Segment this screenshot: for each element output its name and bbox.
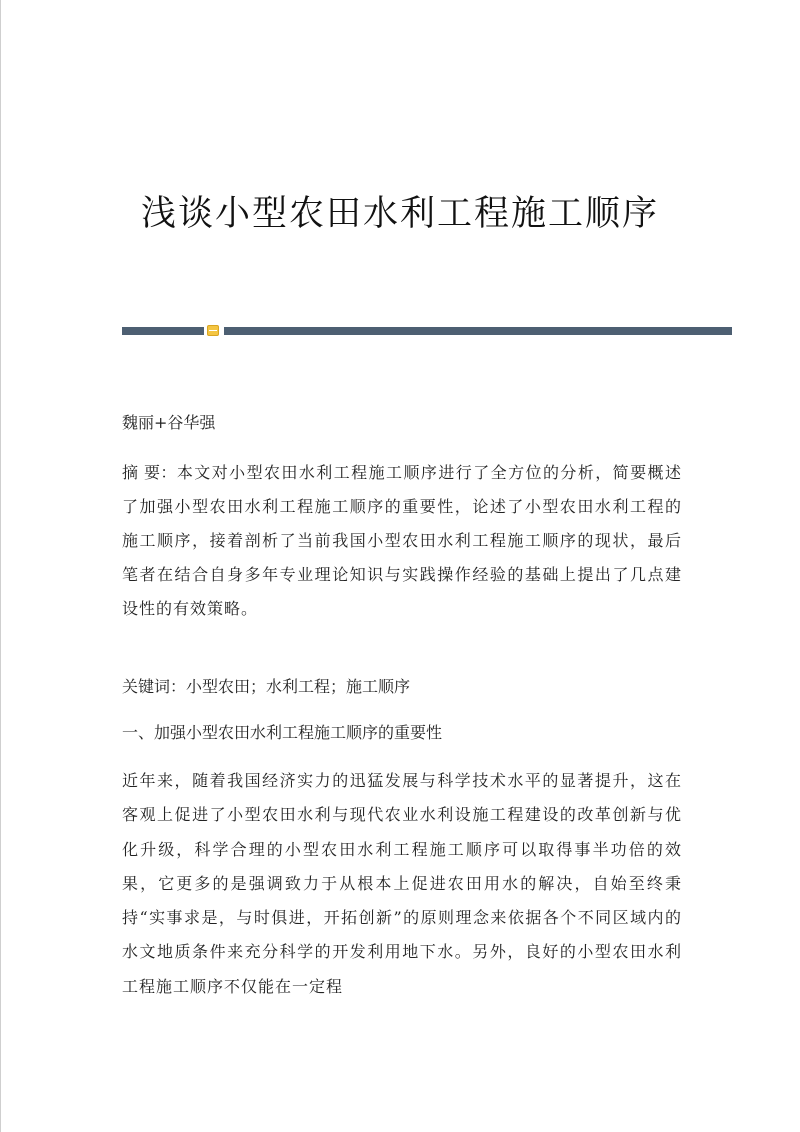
- keywords: [122, 674, 682, 697]
- keywords-text: 小型农田；水利工程；施工顺序: [186, 677, 411, 696]
- section-heading: 一、加强小型农田水利工程施工顺序的重要性: [122, 723, 443, 742]
- page-border: [0, 0, 1, 1132]
- author-line: 魏丽+谷华强: [122, 413, 216, 432]
- divider-bar-left: [122, 327, 204, 335]
- divider-bar-right: [224, 327, 732, 335]
- title-divider: [0, 324, 800, 340]
- keywords-label: 关键词：: [122, 677, 187, 696]
- abstract: [122, 456, 682, 626]
- body-paragraph: [122, 764, 682, 1004]
- body-paragraph-text: 近年来，随着我国经济实力的迅猛发展与科学技术水平的显著提升，这在客观上促进了小型农田水利与现代农业水利设施工程建设的改革创新与优化升级，科学合理的小型农田水利工程施工顺序可以取得事半功倍的效果，它更多的是强调致力于从根本上促进农田用水的解决，自始至终秉持“实事求是，与时俱进，开拓创新”的原则理念来依据各个不同区域内的水文地质条件来充分科学的开发利用地下水。另外，良好的小型农田水利工程施工顺序不仅能在一定程: [122, 771, 682, 996]
- document-title: 浅谈小型农田水利工程施工顺序: [140, 194, 659, 234]
- abstract-text: 本文对小型农田水利工程施工顺序进行了全方位的分析，简要概述了加强小型农田水利工程施工顺序的重要性，论述了小型农田水利工程的施工顺序，接着剖析了当前我国小型农田水利工程施工顺序的现状，最后笔者在结合自身多年专业理论知识与实践操作经验的基础上提出了几点建设性的有效策略。: [122, 463, 682, 618]
- document-icon: [207, 325, 219, 336]
- abstract-label: 摘 要：: [122, 463, 177, 482]
